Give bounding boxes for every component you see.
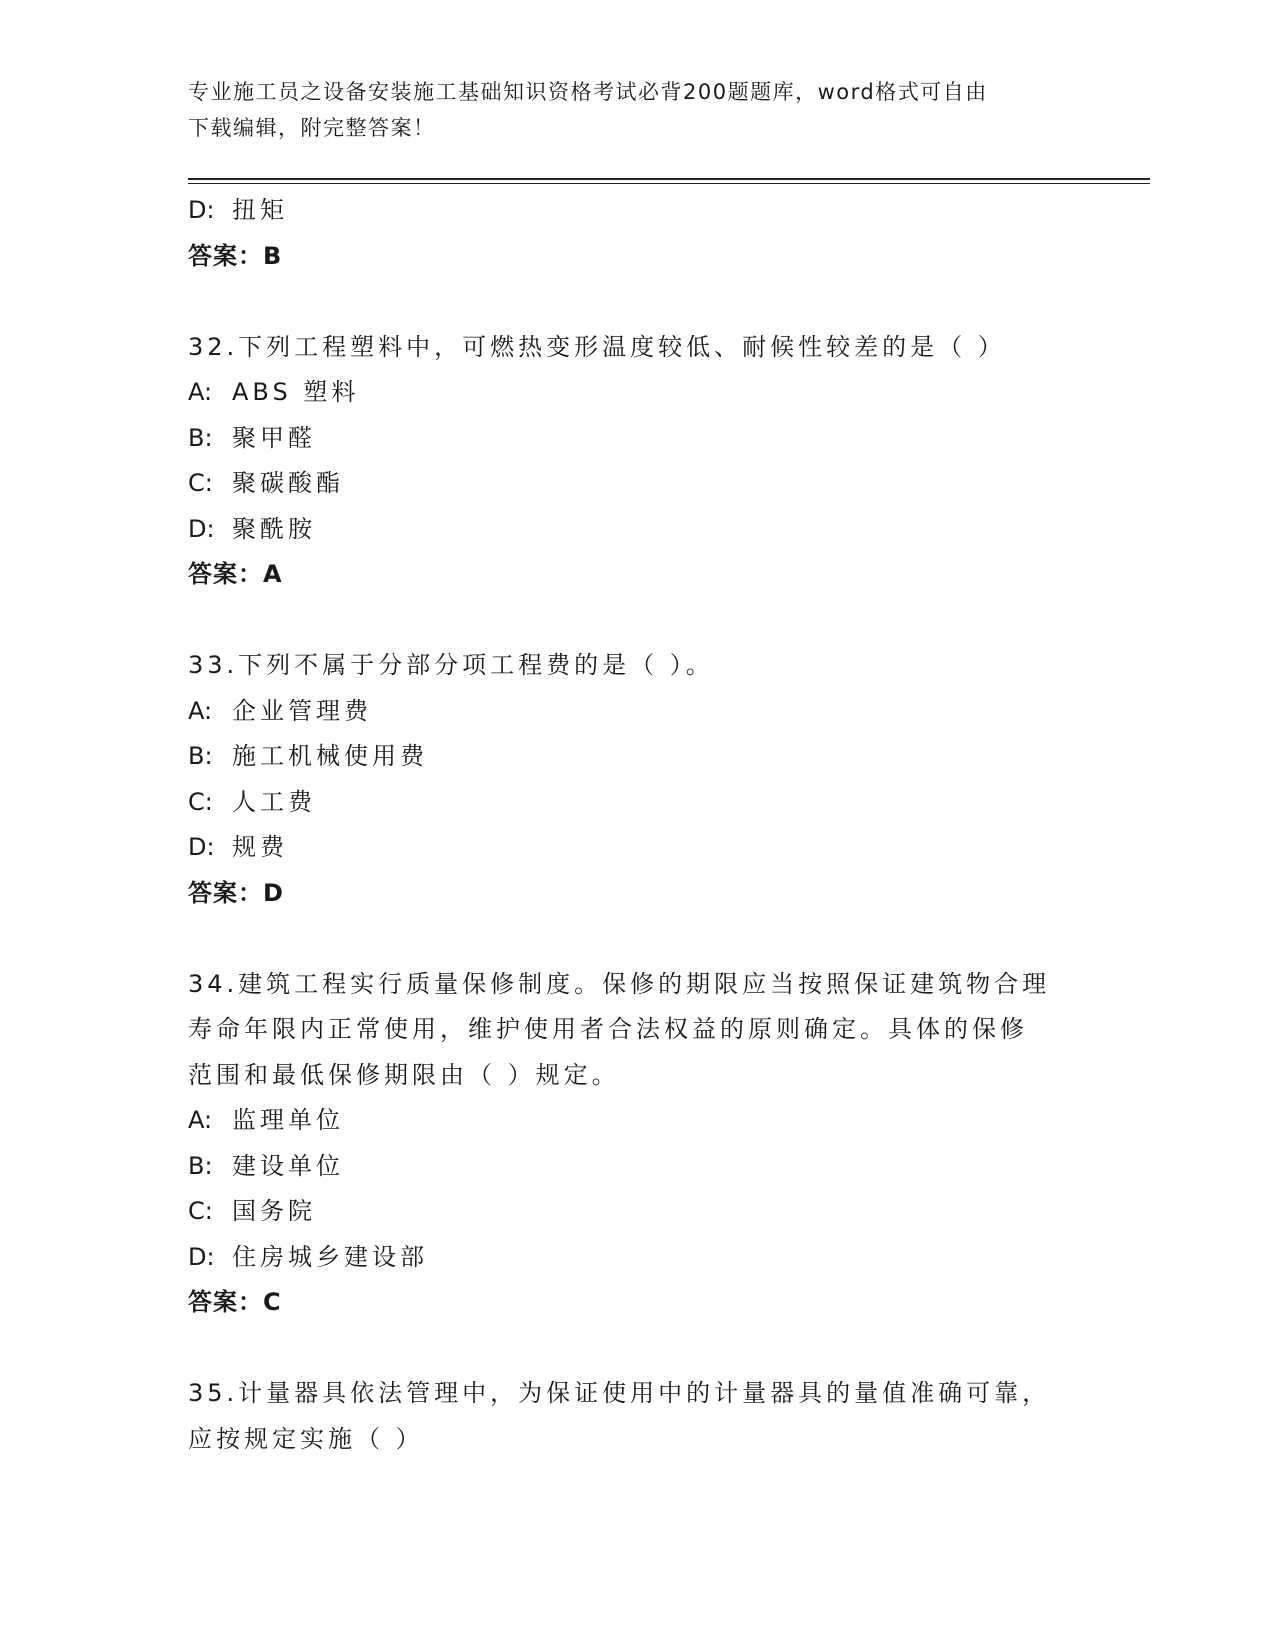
question-list: [188, 188, 1088, 1462]
spacer: [188, 279, 1088, 325]
question-32: [188, 325, 1088, 598]
option-key: B:: [188, 423, 213, 452]
option-b: [188, 734, 1088, 780]
question-stem-line-2: 寿命年限内正常使用，维护使用者合法权益的原则确定。具体的保修: [188, 1015, 1028, 1043]
option-text: 聚碳酸酯: [232, 469, 344, 497]
document-header: [188, 74, 1088, 146]
option-key: A:: [188, 378, 213, 406]
option-text: 聚甲醛: [232, 423, 316, 452]
answer: 答案：D: [188, 878, 284, 907]
spacer: [188, 1326, 1088, 1372]
option-d-q31: [188, 188, 1088, 234]
question-stem: 32.下列工程塑料中，可燃热变形温度较低、耐候性较差的是（ ）: [188, 332, 1006, 361]
spacer: [188, 598, 1088, 644]
option-text: 人工费: [232, 787, 316, 816]
answer: 答案：A: [188, 560, 283, 588]
option-text: 聚酰胺: [232, 514, 316, 543]
option-a: [188, 689, 1088, 735]
option-text: 规费: [232, 833, 288, 861]
answer: 答案：C: [188, 1288, 282, 1316]
option-a: [188, 1098, 1088, 1144]
option-text: 扭矩: [232, 196, 288, 224]
header-line-1: 专业施工员之设备安装施工基础知识资格考试必背200题题库，word格式可自由: [188, 80, 988, 104]
option-key: D:: [188, 196, 215, 224]
question-33: [188, 643, 1088, 916]
option-key: A:: [188, 1106, 213, 1134]
spacer: [188, 916, 1088, 962]
answer-q31: 答案：B: [188, 241, 283, 270]
option-key: C:: [188, 787, 213, 816]
option-c: [188, 780, 1088, 826]
option-c: [188, 1189, 1088, 1235]
option-text: 监理单位: [232, 1106, 344, 1134]
option-text: ABS 塑料: [232, 378, 360, 406]
option-key: D:: [188, 514, 215, 543]
header-line-2: 下载编辑，附完整答案！: [188, 116, 436, 140]
option-b: [188, 1144, 1088, 1190]
option-key: C:: [188, 469, 213, 497]
option-key: D:: [188, 1242, 215, 1271]
option-text: 建设单位: [232, 1151, 344, 1180]
option-key: B:: [188, 1151, 213, 1180]
option-a: [188, 370, 1088, 416]
option-text: 住房城乡建设部: [232, 1242, 428, 1271]
option-text: 企业管理费: [232, 696, 372, 725]
option-text: 施工机械使用费: [232, 742, 428, 770]
question-stem-line-3: 范围和最低保修期限由（ ）规定。: [188, 1060, 620, 1089]
option-d: [188, 825, 1088, 871]
question-34: [188, 962, 1088, 1326]
option-c: [188, 461, 1088, 507]
option-b: [188, 416, 1088, 462]
option-text: 国务院: [232, 1197, 316, 1225]
header-divider-thin: [188, 183, 1150, 184]
question-35: [188, 1371, 1088, 1462]
option-key: A:: [188, 696, 213, 725]
option-d: [188, 1235, 1088, 1281]
option-key: B:: [188, 742, 213, 770]
question-stem-line-2: 应按规定实施（ ）: [188, 1424, 424, 1453]
question-stem-line-1: 34.建筑工程实行质量保修制度。保修的期限应当按照保证建筑物合理: [188, 969, 1051, 998]
option-key: C:: [188, 1197, 213, 1225]
question-stem: 33.下列不属于分部分项工程费的是（ ）。: [188, 651, 714, 679]
question-stem-line-1: 35.计量器具依法管理中，为保证使用中的计量器具的量值准确可靠，: [188, 1379, 1051, 1407]
option-key: D:: [188, 833, 215, 861]
header-divider-thick: [188, 178, 1150, 180]
option-d: [188, 507, 1088, 553]
